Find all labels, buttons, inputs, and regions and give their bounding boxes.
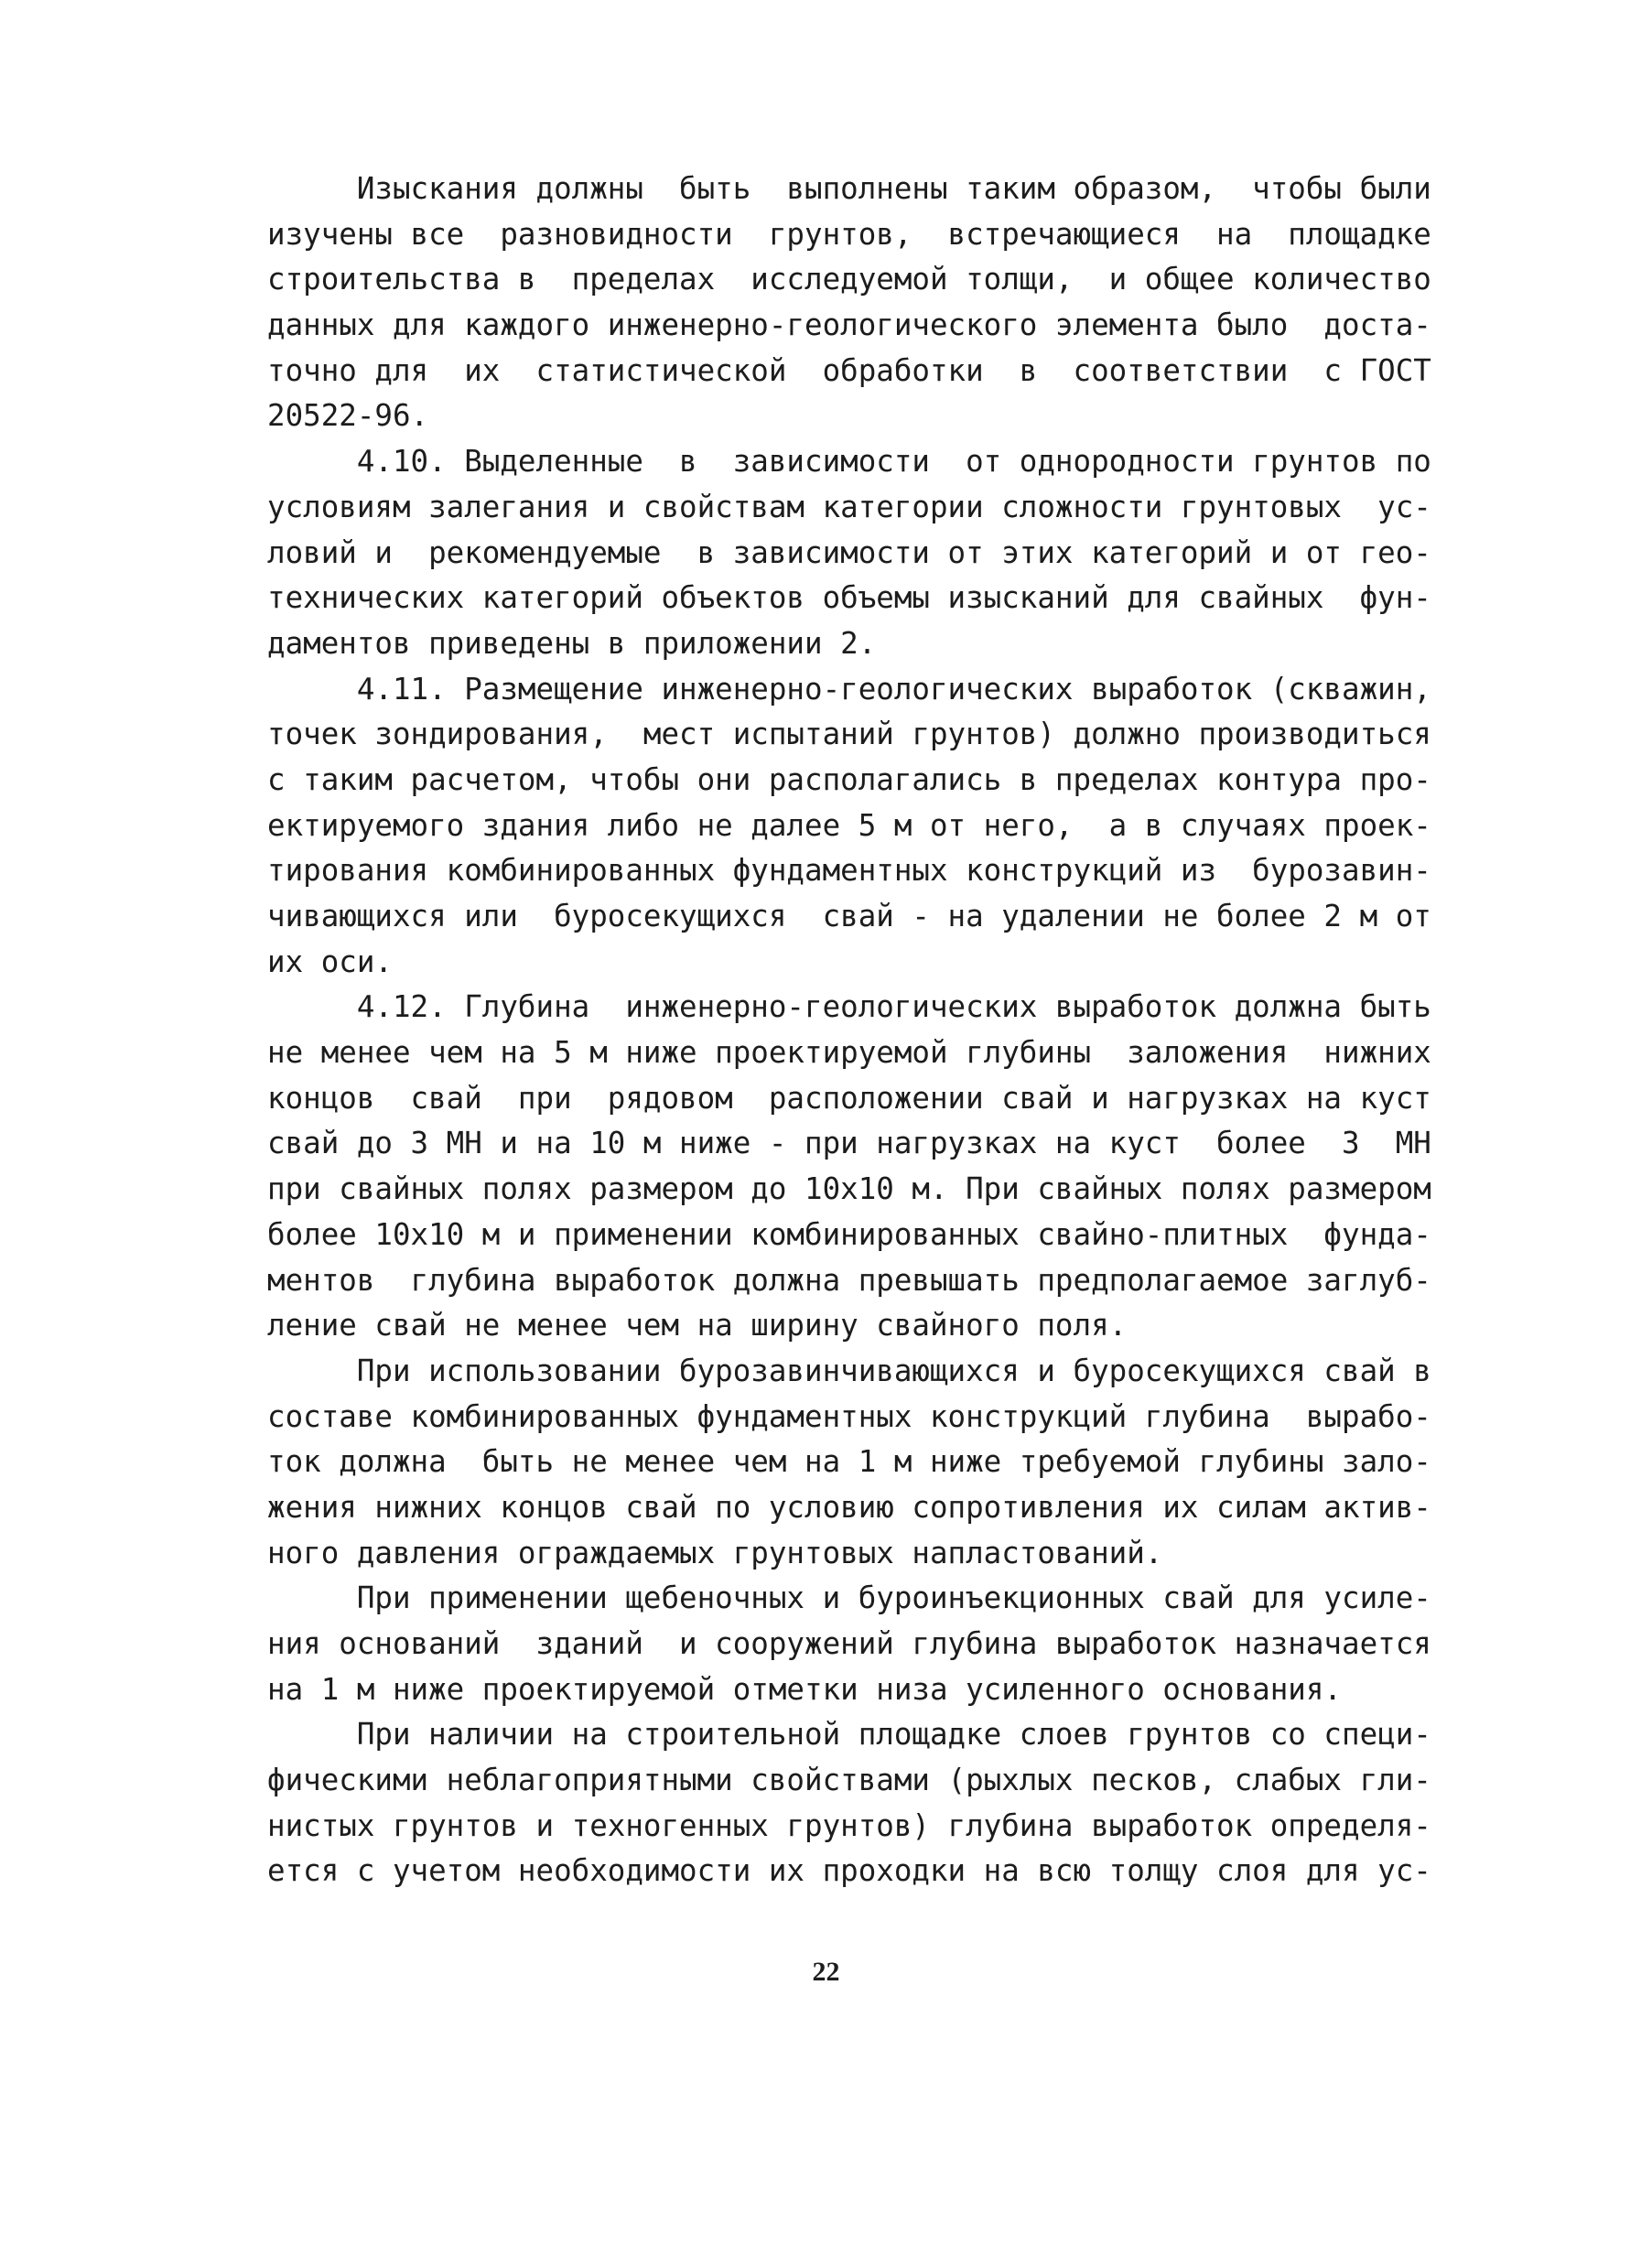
text-line: изучены все разновидности грунтов, встречающиеся на площадке xyxy=(267,216,1431,252)
text-line: Изыскания должны быть выполнены таким образом, чтобы были xyxy=(267,171,1431,206)
text-line: чивающихся или буросекущихся свай - на удалении не более 2 м от xyxy=(267,899,1431,933)
text-line: концов свай при рядовом расположении свай и нагрузках на куст xyxy=(267,1080,1431,1116)
text-line: ного давления ограждаемых грунтовых напластований. xyxy=(267,1535,1163,1570)
text-line: 20522-96. xyxy=(267,398,429,434)
page-number: 22 xyxy=(812,1957,840,1987)
text-line: даментов приведены в приложении 2. xyxy=(267,625,877,661)
text-line: ление свай не менее чем на ширину свайного поля. xyxy=(267,1308,1128,1343)
body-text xyxy=(267,167,1457,1894)
text-line: на 1 м ниже проектируемой отметки низа усиленного основания. xyxy=(267,1671,1342,1707)
text-line: строительства в пределах исследуемой толщи, и общее количество xyxy=(267,262,1431,297)
text-line: свай до 3 МН и на 10 м ниже - при нагрузках на куст более 3 МН xyxy=(267,1126,1431,1161)
text-line: фическими неблагоприятными свойствами (рыхлых песков, слабых гли- xyxy=(267,1763,1431,1798)
text-line: ектируемого здания либо не далее 5 м от него, а в случаях проек- xyxy=(267,807,1431,843)
text-line: При применении щебеночных и буроинъекционных свай для усиле- xyxy=(267,1581,1431,1616)
text-line: ток должна быть не менее чем на 1 м ниже требуемой глубины зало- xyxy=(267,1444,1431,1480)
text-line: жения нижних концов свай по условию сопротивления их силам актив- xyxy=(267,1489,1431,1525)
text-line: не менее чем на 5 м ниже проектируемой глубины заложения нижних xyxy=(267,1035,1431,1071)
text-line: При использовании бурозавинчивающихся и буросекущихся свай в xyxy=(267,1353,1431,1388)
text-line: тирования комбинированных фундаментных конструкций из бурозавин- xyxy=(267,853,1431,889)
text-line: При наличии на строительной площадке слоев грунтов со специ- xyxy=(267,1717,1431,1753)
text-line: 4.12. Глубина инженерно-геологических выработок должна быть xyxy=(267,989,1431,1025)
text-line: 4.11. Размещение инженерно-геологических выработок (скважин, xyxy=(267,671,1431,707)
text-line: условиям залегания и свойствам категории сложности грунтовых ус- xyxy=(267,489,1431,524)
text-line: ловий и рекомендуемые в зависимости от этих категорий и от гео- xyxy=(267,534,1431,570)
text-line: нистых грунтов и техногенных грунтов) глубина выработок определя- xyxy=(267,1807,1431,1843)
text-line: точек зондирования, мест испытаний грунтов) должно производиться xyxy=(267,717,1431,752)
text-line: 4.10. Выделенные в зависимости от однородности грунтов по xyxy=(267,444,1431,480)
text-line: данных для каждого инженерно-геологического элемента было доста- xyxy=(267,307,1431,343)
text-line: с таким расчетом, чтобы они располагались в пределах контура про- xyxy=(267,761,1431,797)
text-line: технических категорий объектов объемы изысканий для свайных фун- xyxy=(267,580,1431,616)
text-line: ется с учетом необходимости их проходки на всю толщу слоя для ус- xyxy=(267,1853,1431,1889)
text-line: точно для их статистической обработки в соответствии с ГОСТ xyxy=(267,352,1431,388)
text-line: ментов глубина выработок должна превышать предполагаемое заглуб- xyxy=(267,1262,1431,1298)
text-line: более 10х10 м и применении комбинированных свайно-плитных фунда- xyxy=(267,1216,1431,1252)
text-line: при свайных полях размером до 10х10 м. При свайных полях размером xyxy=(267,1171,1431,1207)
text-line: их оси. xyxy=(267,944,393,979)
text-line: ния оснований зданий и сооружений глубина выработок назначается xyxy=(267,1626,1431,1661)
text-line: составе комбинированных фундаментных конструкций глубина вырабо- xyxy=(267,1398,1431,1434)
